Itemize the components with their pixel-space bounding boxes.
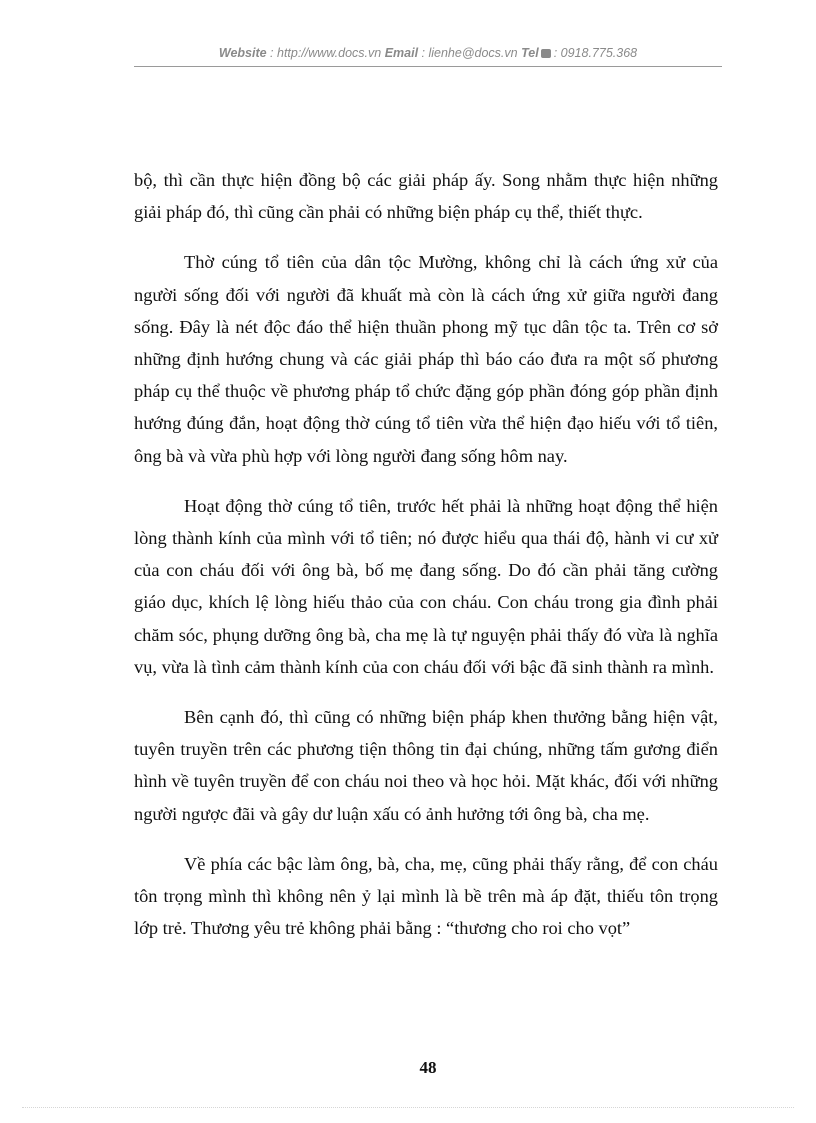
- footer-divider: [22, 1107, 794, 1108]
- paragraph-3: Hoạt động thờ cúng tổ tiên, trước hết phải là những hoạt động thể hiện lòng thành kính của mình với tổ tiên; nó được hiểu qua thái độ, hành vi cư xử của con cháu đối với ông bà, bố mẹ đang sống. Do đó cần phải tăng cường giáo dục, khích lệ lòng hiếu thảo của con cháu. Con cháu trong gia đình phải chăm sóc, phụng dưỡng ông bà, cha mẹ là tự nguyện phải thấy đó vừa là nghĩa vụ, vừa là tình cảm thành kính của con cháu đối với bậc đã sinh thành ra mình.: [134, 495, 718, 677]
- email-label: Email: [384, 46, 419, 60]
- website-label: Website: [218, 46, 267, 60]
- paragraph-2: Thờ cúng tổ tiên của dân tộc Mường, không chỉ là cách ứng xử của người sống đối với người đã khuất mà còn là cách ứng xử giữa người đang sống. Đây là nét độc đáo thể hiện thuần phong mỹ tục dân tộc ta. Trên cơ sở những định hướng chung và các giải pháp thì báo cáo đưa ra một số phương pháp cụ thể thuộc về phương pháp tổ chức đặng góp phần đóng góp phần định hướng đúng đắn, hoạt động thờ cúng tổ tiên vừa thể hiện đạo hiếu với tổ tiên, ông bà và vừa phù hợp với lòng người đang sống hôm nay.: [134, 252, 718, 466]
- paragraph-4: Bên cạnh đó, thì cũng có những biện pháp khen thưởng bằng hiện vật, tuyên truyền trên các phương tiện thông tin đại chúng, những tấm gương điển hình về tuyên truyền để con cháu noi theo và học hỏi. Mặt khác, đối với những người ngược đãi và gây dư luận xấu có ảnh hưởng tới ông bà, cha mẹ.: [134, 707, 718, 824]
- page-number: 48: [419, 1058, 437, 1077]
- website-value: : http://www.docs.vn: [266, 46, 385, 60]
- header-divider: [134, 66, 722, 67]
- page-header: [134, 46, 722, 60]
- paragraph-5: Về phía các bậc làm ông, bà, cha, mẹ, cũng phải thấy rằng, để con cháu tôn trọng mình thì không nên ỷ lại mình là bề trên mà áp đặt, thiếu tôn trọng lớp trẻ. Thương yêu trẻ không phải bằng : “thương cho roi cho vọt”: [134, 853, 718, 939]
- paragraph-1: bộ, thì cần thực hiện đồng bộ các giải pháp ấy. Song nhằm thực hiện những giải pháp đó, thì cũng cần phải có những biện pháp cụ thể, thiết thực.: [134, 170, 718, 223]
- document-body: [134, 164, 718, 962]
- tel-value: : 0918.775.368: [553, 46, 638, 60]
- email-value: : lienhe@docs.vn: [418, 46, 522, 60]
- tel-label: Tel: [521, 46, 539, 60]
- phone-icon: [541, 49, 551, 58]
